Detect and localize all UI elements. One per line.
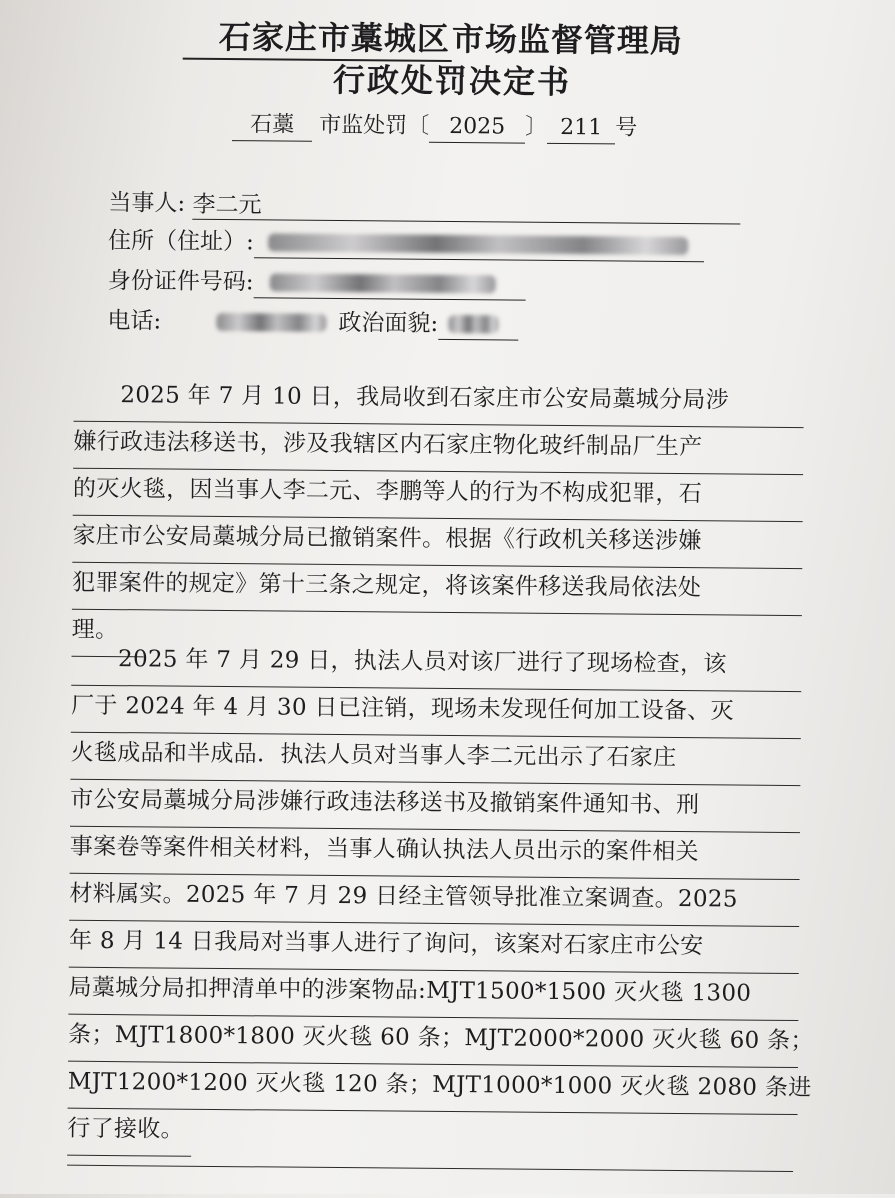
party-phone-field <box>107 305 518 341</box>
text-line: 材料属实。2025 年 7 月 29 日经主管领导批准立案调查。2025 <box>69 874 799 927</box>
party-phone-label: 电话: <box>107 308 162 335</box>
party-phone-redacted <box>198 307 338 339</box>
paragraph-inspection <box>67 639 814 1162</box>
text-line: 的灭火毯，因当事人李二元、李鹏等人的行为不构成犯罪，石 <box>73 469 803 522</box>
agency-district: 石家庄市藁城区 <box>183 16 452 62</box>
party-name-field <box>108 187 740 225</box>
doc-number-middle: 市监处罚〔 <box>319 112 430 139</box>
redaction-blur <box>448 315 498 333</box>
text-line: 2025 年 7 月 29 日，执法人员对该厂进行了现场检查，该 <box>71 639 801 692</box>
party-political-redacted <box>438 309 518 341</box>
text-line: 局藁城分局扣押清单中的涉案物品:MJT1500*1500 灭火毯 1300 <box>68 968 798 1021</box>
party-address-label: 住所（住址）: <box>108 228 254 256</box>
paragraph-case-transfer <box>71 375 803 663</box>
redaction-blur <box>268 233 688 255</box>
trailing-blank-line <box>67 1165 793 1172</box>
party-id-field <box>108 265 526 301</box>
party-name-label: 当事人: <box>108 190 186 217</box>
party-id-label: 身份证件号码: <box>107 268 254 296</box>
text-line: 行了接收。 <box>67 1109 191 1157</box>
text-line: 市公安局藁城分局涉嫌行政违法移送书及撤销案件通知书、刑 <box>70 780 800 833</box>
redaction-blur <box>216 313 326 332</box>
doc-number-value: 211 <box>547 113 615 145</box>
party-name-value: 李二元 <box>192 191 262 219</box>
party-address-redacted <box>254 227 704 262</box>
party-political-label: 政治面貌: <box>338 310 439 337</box>
doc-number-suffix: 号 <box>615 115 638 141</box>
text-line: 2025 年 7 月 10 日，我局收到石家庄市公安局藁城分局涉 <box>74 375 804 428</box>
doc-number-year: 2025 <box>429 112 525 144</box>
text-line: 事案卷等案件相关材料，当事人确认执法人员出示的案件相关 <box>70 827 800 880</box>
redaction-blur <box>269 273 495 293</box>
text-line: 年 8 月 14 日我局对当事人进行了询问，该案对石家庄市公安 <box>69 921 799 974</box>
text-line: MJT1200*1200 灭火毯 120 条；MJT1000*1000 灭火毯 2080 条进 <box>68 1062 798 1115</box>
text-line: 嫌行政违法移送书，涉及我辖区内石家庄物化玻纤制品厂生产 <box>73 422 803 475</box>
text-line: 理。 <box>71 610 143 658</box>
doc-number-prefix: 石藁 <box>232 110 312 142</box>
agency-bureau: 市场监督管理局 <box>451 19 684 61</box>
text-line: 火毯成品和半成品．执法人员对当事人李二元出示了石家庄 <box>70 733 800 786</box>
document-number <box>232 110 637 145</box>
text-line: 条；MJT1800*1800 灭火毯 60 条；MJT2000*2000 灭火毯 60 条； <box>68 1015 798 1068</box>
text-line: 厂于 2024 年 4 月 30 日已注销，现场未发现任何加工设备、灭 <box>71 686 801 739</box>
text-line: 犯罪案件的规定》第十三条之规定，将该案件移送我局依法处 <box>72 563 802 616</box>
party-id-redacted <box>253 267 525 300</box>
doc-number-bracket: 〕 <box>525 114 548 140</box>
text-line: 家庄市公安局藁城分局已撤销案件。根据《行政机关移送涉嫌 <box>72 516 802 569</box>
party-address-field <box>108 225 704 262</box>
document-type-title: 行政处罚决定书 <box>332 60 572 102</box>
party-name-value-line <box>192 189 740 225</box>
agency-title <box>183 16 703 65</box>
